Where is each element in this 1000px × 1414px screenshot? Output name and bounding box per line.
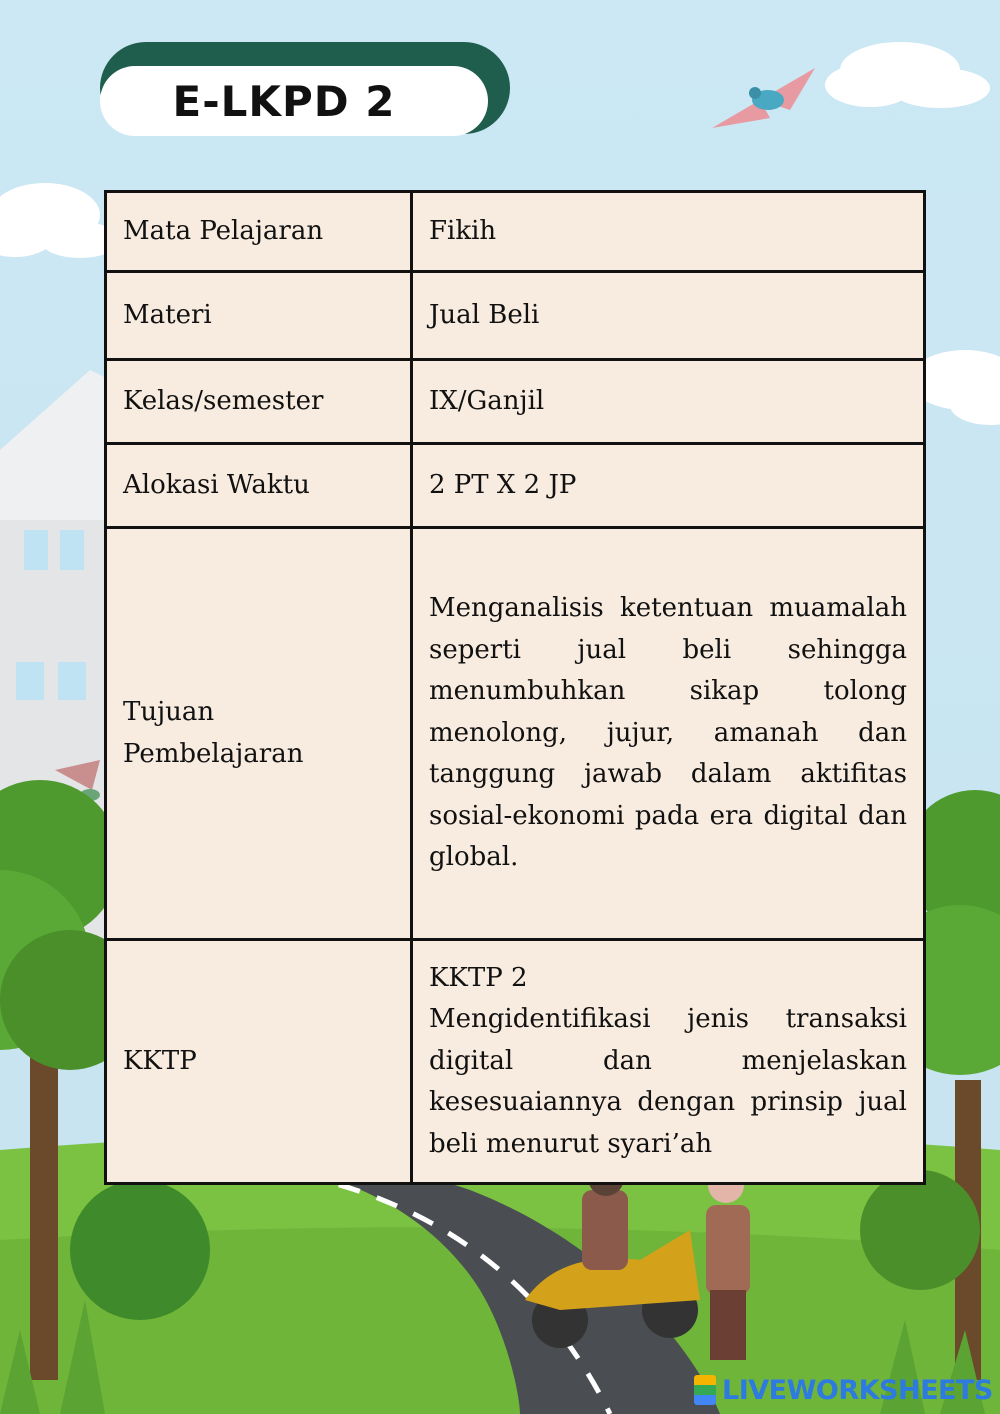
table-row — [106, 940, 925, 1184]
table-row — [106, 444, 925, 528]
value-alokasi-waktu: 2 PT X 2 JP — [412, 444, 925, 528]
liveworksheets-logo-text: LIVEWORKSHEETS — [722, 1374, 993, 1406]
liveworksheets-logo-icon — [694, 1375, 716, 1405]
table-row — [106, 192, 925, 272]
label-mata-pelajaran: Mata Pelajaran — [106, 192, 412, 272]
label-tujuan-pembelajaran: Tujuan Pembelajaran — [106, 528, 412, 940]
label-alokasi-waktu: Alokasi Waktu — [106, 444, 412, 528]
value-mata-pelajaran: Fikih — [412, 192, 925, 272]
value-kktp — [412, 940, 925, 1184]
label-kktp: KKTP — [106, 940, 412, 1184]
table-row — [106, 272, 925, 360]
label-materi: Materi — [106, 272, 412, 360]
table-row — [106, 360, 925, 444]
table-row — [106, 528, 925, 940]
page-title: E-LKPD 2 — [172, 76, 396, 126]
kktp-heading: KKTP 2 — [429, 962, 528, 993]
value-materi: Jual Beli — [412, 272, 925, 360]
title-banner — [100, 66, 488, 136]
kktp-description: Mengidentifikasi jenis transaksi digital dan menjelaskan kesesuaiannya dengan prinsip jual beli menurut syari’ah — [429, 1004, 907, 1159]
liveworksheets-logo — [694, 1372, 993, 1408]
value-tujuan-pembelajaran: Menganalisis ketentuan muamalah seperti jual beli sehingga menumbuhkan sikap tolong menolong, jujur, amanah dan tanggung jawab dalam aktifitas sosial-ekonomi pada era digital dan global. — [412, 528, 925, 940]
label-kelas-semester: Kelas/semester — [106, 360, 412, 444]
value-kelas-semester: IX/Ganjil — [412, 360, 925, 444]
info-table — [104, 190, 926, 1185]
